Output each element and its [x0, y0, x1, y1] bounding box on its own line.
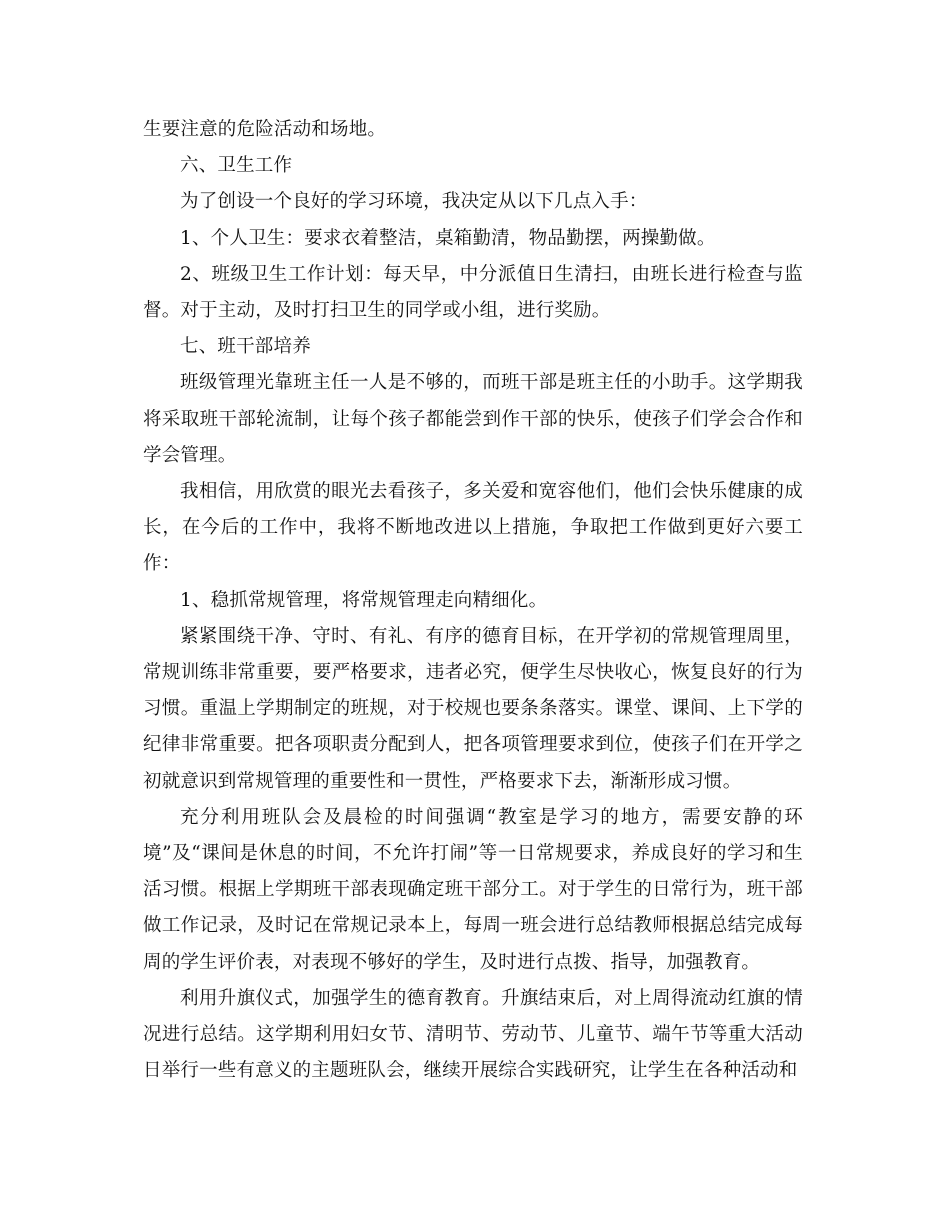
paragraph: 我相信，用欣赏的眼光去看孩子，多关爱和宽容他们，他们会快乐健康的成长，在今后的工作中，我将不断地改进以上措施，争取把工作做到更好六要工作：	[143, 481, 803, 575]
paragraph: 为了创设一个良好的学习环境，我决定从以下几点入手：	[180, 191, 648, 213]
document-body	[143, 112, 803, 1089]
section-heading: 七、班干部培养	[180, 336, 311, 358]
paragraph: 利用升旗仪式，加强学生的德育教育。升旗结束后，对上周得流动红旗的情况进行总结。这学期利用妇女节、清明节、劳动节、儿童节、端午节等重大活动日举行一些有意义的主题班队会，继续开展综合实践研究，让学生在各种活动和	[143, 987, 803, 1082]
list-item: 1、个人卫生：要求衣着整洁，桌箱勤清，物品勤摆，两操勤做。	[180, 227, 716, 249]
paragraph: 生要注意的危险活动和场地。	[143, 119, 387, 140]
list-item: 1、稳抓常规管理，将常规管理走向精细化。	[180, 589, 548, 611]
paragraph: 班级管理光靠班主任一人是不够的，而班干部是班主任的小助手。这学期我将采取班干部轮流制，让每个孩子都能尝到作干部的快乐，使孩子们学会合作和学会管理。	[143, 372, 803, 466]
list-item: 2、班级卫生工作计划：每天早，中分派值日生清扫，由班长进行检查与监督。对于主动，及时打扫卫生的同学或小组，进行奖励。	[143, 263, 803, 322]
section-heading: 六、卫生工作	[180, 155, 293, 177]
paragraph: 充分利用班队会及晨检的时间强调“教室是学习的地方，需要安静的环境”及“课间是休息的时间，不允许打闹”等一日常规要求，养成良好的学习和生活习惯。根据上学期班干部表现确定班干部分工。对于学生的日常行为，班干部做工作记录，及时记在常规记录本上，每周一班会进行总结教师根据总结完成每周的学生评价表，对表现不够好的学生，及时进行点拨、指导，加强教育。	[143, 806, 803, 973]
paragraph: 紧紧围绕干净、守时、有礼、有序的德育目标，在开学初的常规管理周里，常规训练非常重要，要严格要求，违者必究，便学生尽快收心，恢复良好的行为习惯。重温上学期制定的班规，对于校规也要条条落实。课堂、课间、上下学的纪律非常重要。把各项职责分配到人，把各项管理要求到位，使孩子们在开学之初就意识到常规管理的重要性和一贯性，严格要求下去，渐渐形成习惯。	[143, 625, 803, 792]
